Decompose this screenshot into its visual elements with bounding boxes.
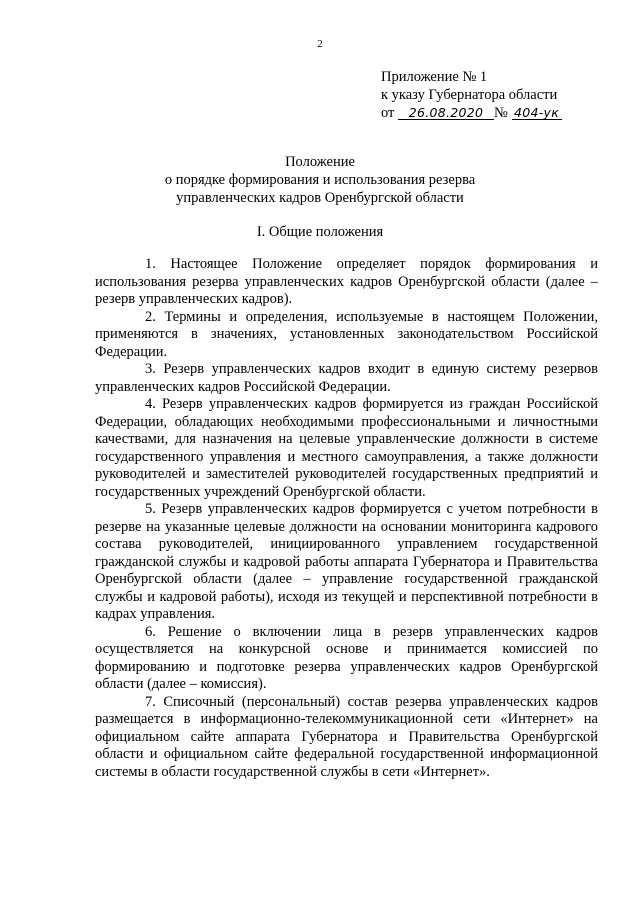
document-title (0, 153, 640, 207)
section-heading: I. Общие положения (256, 224, 384, 240)
appendix-date-handwritten: 26.08.2020 (398, 106, 494, 120)
title-line-1: Положение (285, 154, 355, 170)
appendix-number-sign: № (494, 105, 508, 121)
appendix-subtitle: к указу Губернатора области (381, 87, 558, 103)
appendix-date-line (381, 104, 562, 122)
appendix-header (381, 68, 562, 122)
paragraph-4: 4. Резерв управленческих кадров формируется из граждан Российской Федерации, обладающих необходимыми профессиональными и личностными качествами, для назначения на целевые управленческие должности в системе государственного управления и местного самоуправления, а также должности руководителей и заместителей руководителей государственных предприятий и государственных учреждений Оренбургской области. (95, 396, 598, 500)
paragraph-1: 1. Настоящее Положение определяет порядок формирования и использования резерва управленческих кадров Оренбургской области (далее – резерв управленческих кадров). (95, 256, 598, 307)
title-line-3: управленческих кадров Оренбургской области (176, 190, 464, 206)
title-line-2: о порядке формирования и использования резерва (164, 172, 476, 188)
appendix-title: Приложение № 1 (381, 69, 488, 85)
paragraph-2: 2. Термины и определения, используемые в настоящем Положении, применяются в значениях, установленных законодательством Российской Федерации. (95, 308, 598, 360)
paragraph-6: 6. Решение о включении лица в резерв управленческих кадров осуществляется на конкурсной основе и принимается комиссией по формированию и подготовке резерва управленческих кадров Оренбургской области (далее – комиссия). (95, 623, 598, 692)
document-body (95, 256, 598, 781)
appendix-date-prefix: от (381, 105, 395, 121)
paragraph-7: 7. Списочный (персональный) состав резерва управленческих кадров размещается в информационно-телекоммуникационной сети «Интернет» на официальном сайте аппарата Губернатора и Правительства Оренбургской области и официальном сайте федеральной государственной информационной системы в области государственной службы в сети «Интернет». (95, 693, 598, 780)
page-number: 2 (317, 38, 323, 50)
paragraph-3: 3. Резерв управленческих кадров входит в единую систему резервов управленческих кадров Российской Федерации. (95, 361, 598, 395)
appendix-number-handwritten: 404-ук (512, 106, 562, 120)
paragraph-5: 5. Резерв управленческих кадров формируется с учетом потребности в резерве на указанные целевые должности на основании мониторинга кадрового состава руководителей, инициированного управлением государственной гражданской службы и кадровой работы аппарата Губернатора и Правительства Оренбургской области (далее – управление государственной гражданской службы и кадровой работы), исходя из текущей и перспективной потребности в кадрах управления. (95, 501, 598, 622)
